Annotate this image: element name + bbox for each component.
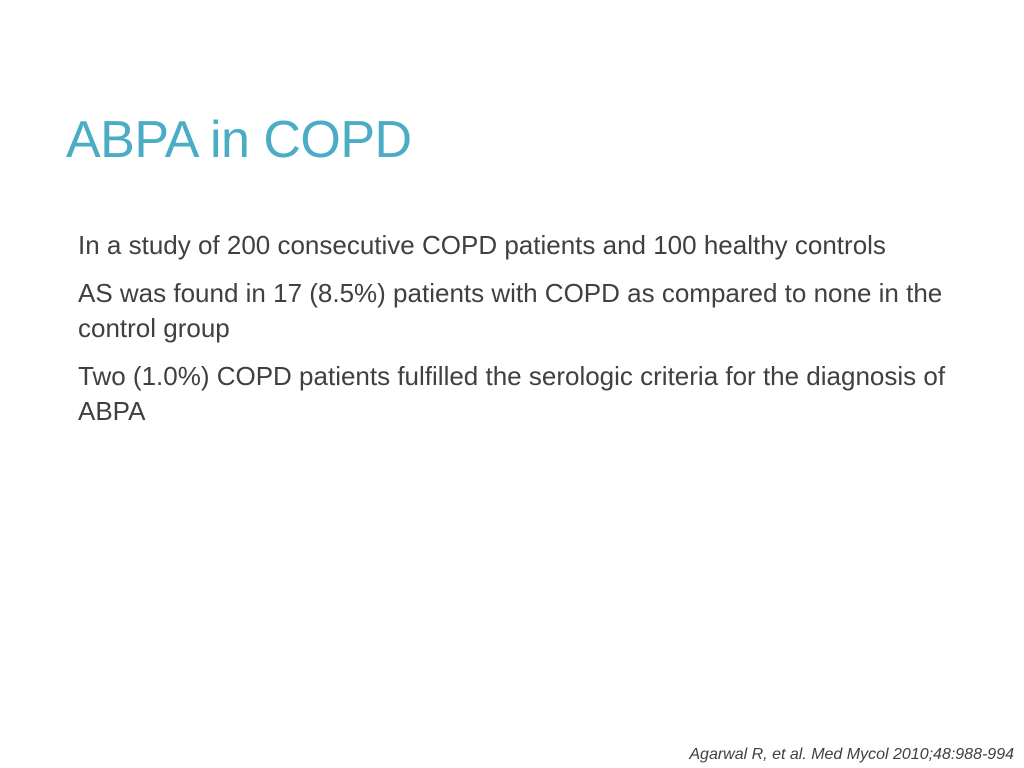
body-paragraph-abpa-diagnosis: Two (1.0%) COPD patients fulfilled the serologic criteria for the diagnosis of ABPA bbox=[78, 361, 946, 426]
slide-title: ABPA in COPD bbox=[66, 111, 412, 169]
body-paragraph-study: In a study of 200 consecutive COPD patients and 100 healthy controls bbox=[78, 230, 886, 260]
citation: Agarwal R, et al. Med Mycol 2010;48:988-994 bbox=[689, 746, 1014, 763]
body-paragraph-as-finding: AS was found in 17 (8.5%) patients with COPD as compared to none in the control group bbox=[78, 278, 943, 343]
slide-body bbox=[78, 228, 948, 442]
